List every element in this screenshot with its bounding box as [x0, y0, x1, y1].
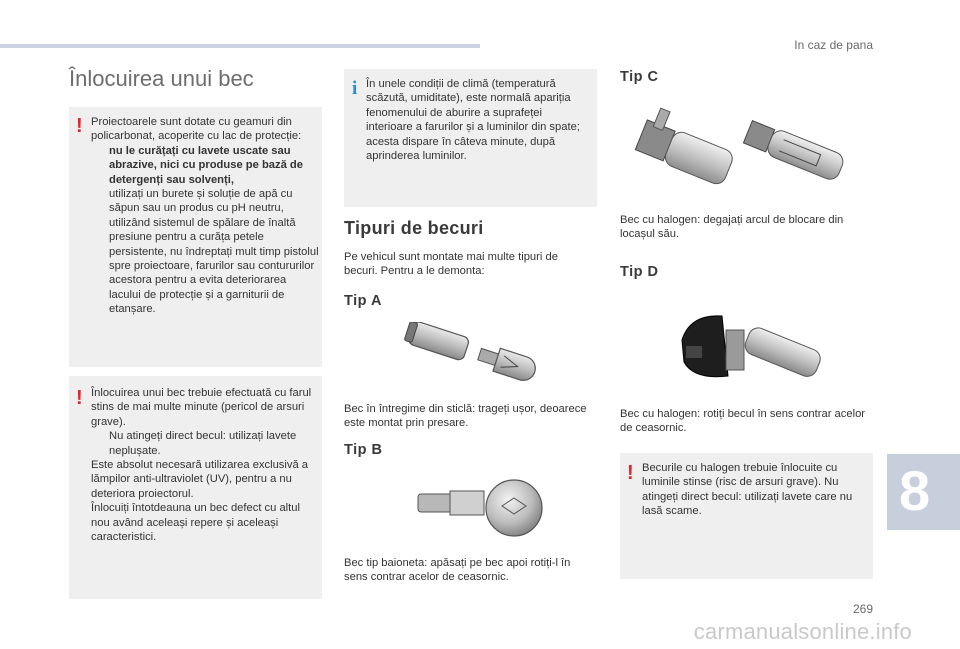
warning-text: Înlocuiți întotdeauna un bec defect cu altul nou având aceleași repere și aceleași caracteristici.	[91, 502, 300, 544]
bulb-type-d-illustration	[672, 304, 832, 394]
section-heading: Tipuri de becuri	[344, 218, 484, 238]
bulb-type-a-illustration	[398, 322, 546, 394]
warning-box-halogen	[620, 453, 873, 579]
list-item: nu le curățați cu lavete uscate sau abrazive, nici cu produse pe bază de detergenți sau solvenți,	[109, 144, 303, 186]
section-intro: Pe vehicul sunt montate mai multe tipuri de becuri. Pentru a le demonta:	[344, 251, 558, 278]
warning-icon: !	[76, 115, 83, 137]
type-a-heading: Tip A	[344, 293, 382, 309]
type-a-description: Bec în întregime din sticlă: trageți ușor, deoarece este montat prin presare.	[344, 403, 587, 430]
warning-icon: !	[76, 387, 83, 409]
warning-box-lens-care	[69, 107, 322, 367]
list-item: utilizați un burete și soluție de apă cu săpun sau un produs cu pH neutru,	[109, 188, 293, 215]
warning-intro: Proiectoarele sunt dotate cu geamuri din policarbonat, acoperite cu lac de protecție:	[91, 116, 302, 143]
list-item: Nu atingeți direct becul: utilizați lavete neplușate.	[109, 430, 297, 457]
bulb-type-c-illustration	[628, 104, 860, 200]
info-icon: i	[352, 78, 358, 99]
watermark: carmanualsonline.info	[693, 619, 912, 644]
warning-box-replacement	[69, 376, 322, 599]
type-d-heading: Tip D	[620, 264, 659, 280]
warning-text: Becurile cu halogen trebuie înlocuite cu luminile stinse (risc de arsuri grave). Nu atingeți direct becul: utilizați lavete care nu lasă scame.	[642, 462, 853, 518]
section-label: In caz de pana	[794, 38, 873, 52]
warning-text: Înlocuirea unui bec trebuie efectuată cu farul stins de mai multe minute (pericol de arsuri grave).	[91, 387, 312, 428]
type-c-description: Bec cu halogen: degajați arcul de blocare din locașul său.	[620, 214, 844, 241]
warning-icon: !	[627, 462, 634, 484]
type-b-description: Bec tip baioneta: apăsați pe bec apoi rotiți-l în sens contrar acelor de ceasornic.	[344, 557, 571, 584]
type-c-heading: Tip C	[620, 69, 659, 85]
page-number: 269	[852, 602, 873, 616]
type-b-heading: Tip B	[344, 442, 383, 458]
info-box-condensation	[344, 69, 597, 207]
chapter-tab: 8	[887, 454, 960, 530]
bulb-type-b-illustration	[410, 476, 558, 540]
type-d-description: Bec cu halogen: rotiți becul în sens contrar acelor de ceasornic.	[620, 408, 866, 435]
info-text: În unele condiții de climă (temperatură scăzută, umiditate), este normală apariția fenomenului de aburire a suprafeței interioare a farurilor și a luminilor din spate; acesta dispare în câteva minute, după aprinderea luminilor.	[366, 78, 580, 163]
page-title: Înlocuirea unui bec	[69, 66, 254, 91]
list-item: utilizând sistemul de spălare de înaltă presiune pentru a curăța petele persistente, nu îndreptați mult timp pistolul spre proiectoare, farurilor sau contururilor acestora pentru a evita deteriorarea lacului de protecție și a garniturii de etanșare.	[109, 216, 319, 316]
warning-text: Este absolut necesară utilizarea exclusivă a lămpilor anti-ultraviolet (UV), pentru a nu deteriora proiectorul.	[91, 459, 309, 500]
header-accent-bar	[0, 44, 480, 48]
